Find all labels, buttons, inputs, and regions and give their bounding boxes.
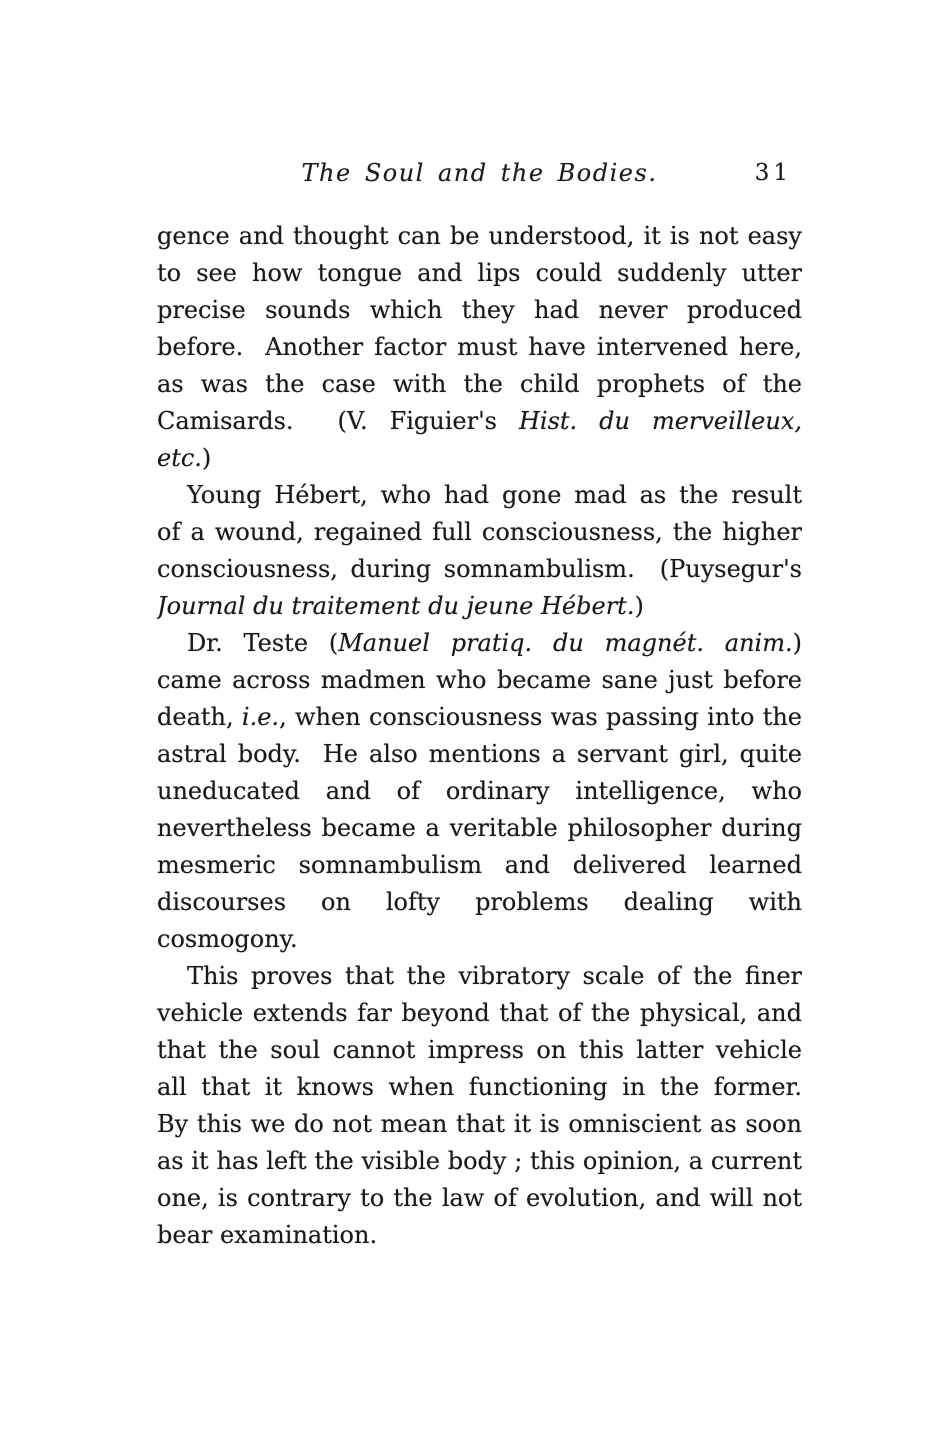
text-segment: gence and thought can be understood, it is not easy <box>157 222 802 250</box>
text-line <box>157 1180 802 1217</box>
italic-text-segment: etc. <box>157 444 202 472</box>
text-line <box>157 551 802 588</box>
text-segment: one, is contrary to the law of evolution, and will not <box>157 1184 802 1212</box>
text-segment: came across madmen who became sane just before <box>157 666 802 694</box>
text-line <box>157 921 802 958</box>
text-segment: By this we do not mean that it is omniscient as soon <box>157 1110 802 1138</box>
text-segment: all that it knows when functioning in the former. <box>157 1073 802 1101</box>
text-segment: ) <box>634 592 644 620</box>
text-line <box>157 1032 802 1069</box>
text-segment: Young Hébert, who had gone mad as the result <box>187 481 802 509</box>
page-body <box>157 218 802 1254</box>
text-segment: , when consciousness was passing into the <box>279 703 802 731</box>
text-segment: as it has left the visible body ; this opinion, a current <box>157 1147 802 1175</box>
text-segment: precise sounds which they had never produced <box>157 296 802 324</box>
text-segment: uneducated and of ordinary intelligence, who <box>157 777 802 805</box>
italic-text-segment: i.e. <box>241 703 280 731</box>
text-line <box>157 477 802 514</box>
italic-text-segment: Manuel pratiq. du magnét. anim. <box>338 629 793 657</box>
page-title: The Soul and the Bodies. <box>301 159 658 187</box>
text-line <box>157 403 802 440</box>
text-segment: vehicle extends far beyond that of the physical, and <box>157 999 802 1027</box>
text-line <box>157 625 802 662</box>
text-line <box>157 1106 802 1143</box>
text-segment: discourses on lofty problems dealing with <box>157 888 802 916</box>
text-block <box>157 156 802 1254</box>
text-line <box>157 255 802 292</box>
text-line <box>157 366 802 403</box>
text-line <box>157 884 802 921</box>
text-segment: ) <box>201 444 212 472</box>
text-segment: mesmeric somnambulism and delivered learned <box>157 851 802 879</box>
text-segment: that the soul cannot impress on this latter vehicle <box>157 1036 802 1064</box>
text-segment: ) <box>792 629 802 657</box>
text-line <box>157 1143 802 1180</box>
text-line <box>157 773 802 810</box>
text-line <box>157 699 802 736</box>
text-segment: death, <box>157 703 242 731</box>
paragraph <box>157 958 802 1254</box>
running-header <box>157 156 802 190</box>
text-segment: before. Another factor must have intervened here, <box>157 333 802 361</box>
text-line <box>157 995 802 1032</box>
italic-text-segment: Journal du traitement du jeune Hébert. <box>157 592 635 620</box>
text-segment: nevertheless became a veritable philosopher during <box>157 814 802 842</box>
page-number: 31 <box>754 160 792 186</box>
text-line <box>157 588 802 625</box>
text-line <box>157 329 802 366</box>
text-segment: astral body. He also mentions a servant girl, quite <box>157 740 802 768</box>
text-line <box>157 847 802 884</box>
italic-text-segment: Hist. du merveilleux, <box>518 407 802 435</box>
text-segment: This proves that the vibratory scale of the finer <box>187 962 802 990</box>
text-line <box>157 810 802 847</box>
text-line <box>157 292 802 329</box>
text-segment: to see how tongue and lips could suddenly utter <box>157 259 802 287</box>
text-segment: Camisards. (V. Figuier's <box>157 407 519 435</box>
text-line <box>157 514 802 551</box>
paragraph <box>157 477 802 625</box>
paragraph <box>157 625 802 958</box>
text-segment: cosmogony. <box>157 925 298 953</box>
text-line <box>157 218 802 255</box>
text-line <box>157 440 802 477</box>
text-line <box>157 1069 802 1106</box>
text-line <box>157 662 802 699</box>
text-line <box>157 736 802 773</box>
text-segment: bear examination. <box>157 1221 378 1249</box>
text-segment: Dr. Teste ( <box>187 629 339 657</box>
text-segment: of a wound, regained full consciousness, the higher <box>157 518 802 546</box>
text-line <box>157 958 802 995</box>
text-segment: as was the case with the child prophets of the <box>157 370 802 398</box>
paragraph <box>157 218 802 477</box>
text-line <box>157 1217 802 1254</box>
text-segment: consciousness, during somnambulism. (Puysegur's <box>157 555 802 583</box>
